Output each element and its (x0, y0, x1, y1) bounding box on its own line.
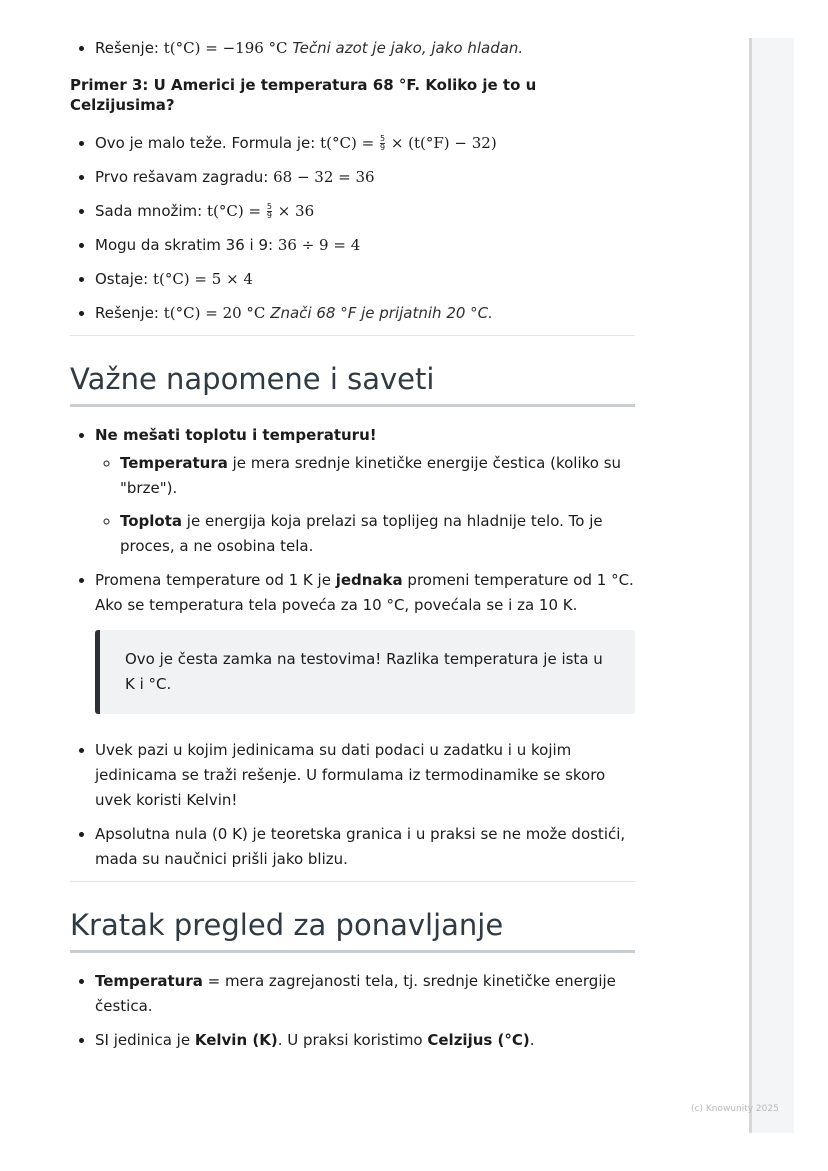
sub-list-item (120, 509, 635, 559)
example3-list (70, 131, 635, 326)
item-text: Promena temperature od 1 K je (95, 571, 336, 589)
item-text: promeni temperature od 1 °C. Ako se temperatura tela poveća za 10 °C, povećala se i za 10 K. (95, 571, 634, 614)
math-expression: t(°C) = 20 °C (163, 304, 266, 322)
example2-list (70, 36, 635, 61)
section-divider (70, 881, 635, 882)
copyright-footer: (c) Knowunity 2025 (691, 1104, 779, 1114)
math-expression: × 36 (277, 202, 315, 220)
list-item (95, 423, 635, 559)
item-text: Sada množim: (95, 202, 203, 220)
bold-text: Ne mešati toplotu i temperaturu! (95, 426, 377, 444)
example3-heading: Primer 3: U Americi je temperatura 68 °F. Koliko je to u Celzijusima? (70, 76, 537, 114)
item-text: Prvo rešavam zagradu: (95, 168, 269, 186)
sub-list-item (120, 451, 635, 501)
section-heading: Kratak pregled za ponavljanje (70, 906, 635, 953)
math-expression: 36 ÷ 9 = 4 (277, 236, 361, 254)
italic-note: Tečni azot je jako, jako hladan. (292, 39, 524, 57)
math-expression: × (t(°F) − 32) (390, 134, 497, 152)
item-text: Ostaje: (95, 270, 149, 288)
item-text: SI jedinica je (95, 1031, 195, 1049)
list-item: • Apsolutna nula (0 K) je teoretska granica i u praksi se ne može dostići, mada su naučnici prišli jako blizu. (95, 822, 635, 872)
fraction-denominator: 9 (379, 143, 386, 152)
document-body (70, 36, 635, 1062)
sub-list (95, 451, 635, 559)
item-text: . (529, 1031, 535, 1049)
list-item: • Uvek pazi u kojim jedinicama su dati podaci u zadatku i u kojim jedinicama se traži rešenje. U formulama iz termodinamike se skoro uvek koristi Kelvin! (95, 738, 635, 813)
section-heading: Važne napomene i saveti (70, 360, 635, 407)
bold-term: Toplota (120, 512, 183, 530)
list-item (95, 199, 635, 224)
fraction (380, 135, 385, 152)
callout-note: Ovo je česta zamka na testovima! Razlika temperatura je ista u K i °C. (95, 630, 635, 714)
summary-list (70, 969, 635, 1053)
bold-term: Temperatura (95, 972, 203, 990)
math-expression: t(°C) = (320, 134, 375, 152)
math-expression: t(°C) = −196 °C (163, 39, 288, 57)
bold-term: Temperatura (120, 454, 228, 472)
notes-list (70, 423, 635, 618)
notes-list-continued (70, 738, 635, 872)
bold-text: Celzijus (°C) (427, 1031, 530, 1049)
item-text: je mera srednje kinetičke energije čestica (koliko su "brze"). (120, 454, 622, 497)
list-item (95, 568, 635, 618)
list-item (95, 1028, 635, 1053)
fraction (267, 203, 272, 220)
item-text: . U praksi koristimo (277, 1031, 428, 1049)
italic-note: Znači 68 °F je prijatnih 20 °C. (270, 304, 493, 322)
item-text: Ovo je malo teže. Formula je: (95, 134, 316, 152)
item-text: je energija koja prelazi sa toplijeg na hladnije telo. To je proces, a ne osobina tela. (120, 512, 603, 555)
section-divider (70, 335, 635, 336)
math-expression: 68 − 32 = 36 (273, 168, 375, 186)
list-item (95, 131, 635, 156)
item-label: Rešenje: (95, 39, 159, 57)
fraction-denominator: 9 (266, 211, 272, 220)
math-expression: t(°C) = (206, 202, 262, 220)
list-item (95, 165, 635, 190)
bold-text: Kelvin (K) (194, 1031, 278, 1049)
math-expression: t(°C) = 5 × 4 (152, 270, 253, 288)
list-item (95, 969, 635, 1019)
item-text: = mera zagrejanosti tela, tj. srednje kinetičke energije čestica. (95, 972, 616, 1015)
item-text: Rešenje: (95, 304, 159, 322)
list-item (95, 267, 635, 292)
list-item (95, 301, 635, 326)
bold-text: jednaka (335, 571, 403, 589)
fraction-numerator: 5 (266, 202, 272, 211)
item-text: Mogu da skratim 36 i 9: (95, 236, 274, 254)
list-item (95, 36, 635, 61)
fraction-numerator: 5 (379, 134, 386, 143)
list-item (95, 233, 635, 258)
page-margin-bar (749, 38, 794, 1133)
